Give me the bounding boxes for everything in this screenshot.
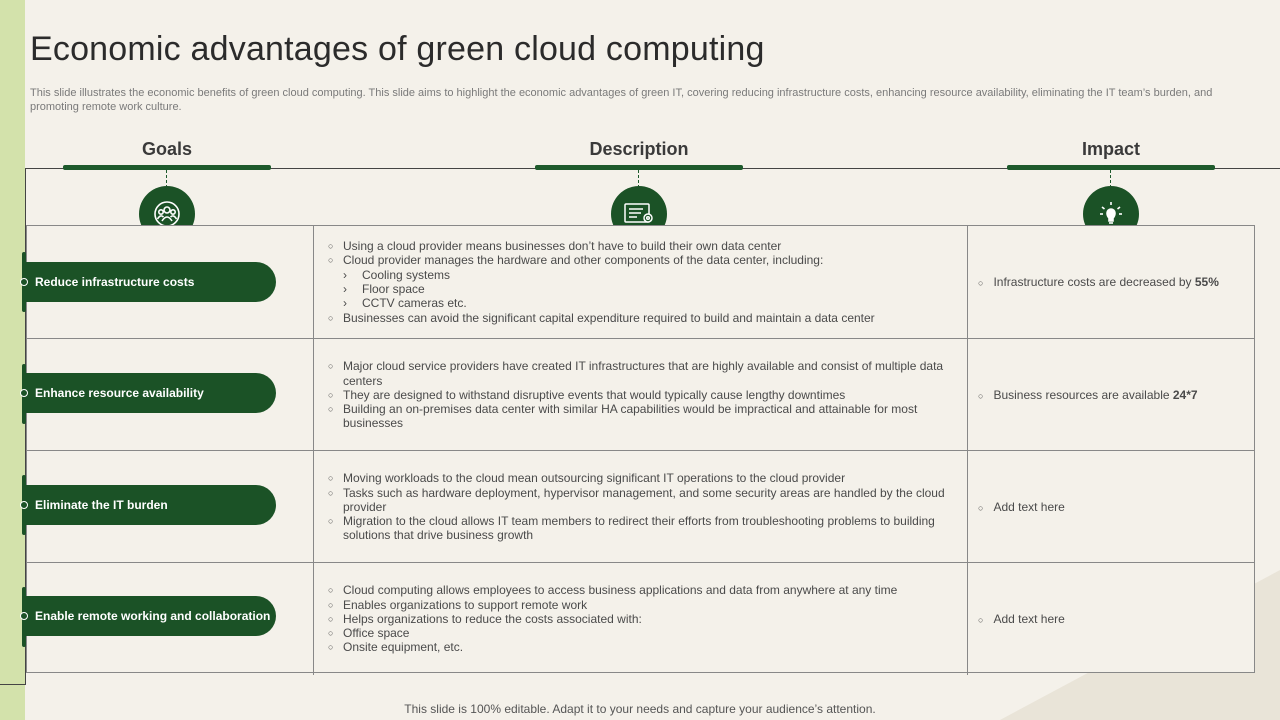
impact-cell: [968, 339, 1254, 451]
goal-pill-remote-work: Enable remote working and collaboration: [24, 596, 276, 636]
description-header-bar: [535, 165, 743, 170]
impact-text: [968, 612, 1065, 626]
list-item: ○ Moving workloads to the cloud mean outsourcing significant IT operations to the cloud provider: [328, 471, 947, 485]
description-list: [314, 583, 917, 654]
list-item: ○ Helps organizations to reduce the costs associated with:: [328, 612, 897, 626]
list-item: ○ Enables organizations to support remote work: [328, 598, 897, 612]
impact-cell: [968, 451, 1254, 563]
list-item: ○ Tasks such as hardware deployment, hypervisor management, and some security areas are handled by the cloud provider: [328, 486, 947, 515]
list-item: ○ Migration to the cloud allows IT team members to redirect their efforts from troubleshooting problems to building solutions that drive business growth: [328, 514, 947, 543]
list-item: ○ Building an on-premises data center with similar HA capabilities would be impractical and attainable for most businesses: [328, 402, 947, 431]
impact-label: Add text here: [993, 612, 1065, 626]
bottom-frame-tick: [0, 684, 26, 685]
goal-pill-it-burden: Eliminate the IT burden: [24, 485, 276, 525]
document-gear-icon: [623, 201, 655, 227]
impact-text: [968, 500, 1065, 514]
list-item: ○ Cloud provider manages the hardware and other components of the data center, including:: [328, 253, 875, 267]
footer-note: This slide is 100% editable. Adapt it to your needs and capture your audience’s attention.: [404, 702, 876, 716]
impact-header-bar: [1007, 165, 1215, 170]
impact-cell: [968, 226, 1254, 338]
goal-pill-resource-availability: Enhance resource availability: [24, 373, 276, 413]
description-cell: [313, 563, 968, 675]
impact-text: [968, 275, 1219, 289]
description-list: [314, 239, 895, 325]
impact-text: [968, 388, 1198, 402]
impact-header: Impact: [1081, 139, 1141, 159]
list-item: ○ Major cloud service providers have created IT infrastructures that are highly available and consist of multiple data centers: [328, 359, 947, 388]
list-item: ○ Using a cloud provider means businesses don’t have to build their own data center: [328, 239, 875, 253]
list-item: ○ Onsite equipment, etc.: [328, 640, 897, 654]
list-item: ○ Office space: [328, 626, 897, 640]
description-cell: [313, 226, 968, 338]
description-list: [314, 471, 967, 542]
description-cell: [313, 451, 968, 563]
goal-pill-reduce-costs: Reduce infrastructure costs: [24, 262, 276, 302]
goals-header: Goals: [141, 139, 193, 159]
list-item: › CCTV cameras etc.: [328, 296, 875, 310]
slide-subtitle: This slide illustrates the economic benefits of green cloud computing. This slide aims to highlight the economic advantages of green IT, covering reducing infrastructure costs, enhancing resource availability, eliminating the IT team’s burden, and promoting remote work culture.: [30, 87, 1213, 113]
impact-value: 55%: [1194, 275, 1219, 289]
list-item: ○ Cloud computing allows employees to access business applications and data from anywhere at any time: [328, 583, 897, 597]
list-item: › Cooling systems: [328, 268, 875, 282]
impact-cell: [968, 563, 1254, 675]
goal-pill-dot: [20, 612, 28, 620]
slide-title: Economic advantages of green cloud computing: [30, 30, 765, 68]
list-item: ○ Businesses can avoid the significant capital expenditure required to build and maintain a data center: [328, 311, 875, 325]
description-list: [314, 359, 967, 430]
goal-pill-dot: [20, 389, 28, 397]
description-header: Description: [589, 139, 689, 159]
impact-label: Infrastructure costs are decreased by: [993, 275, 1195, 289]
impact-value: 24*7: [1172, 388, 1198, 402]
goal-pill-dot: [20, 501, 28, 509]
impact-label: Add text here: [993, 500, 1065, 514]
description-cell: [313, 339, 968, 451]
list-item: › Floor space: [328, 282, 875, 296]
list-item: ○ They are designed to withstand disruptive events that would typically cause lengthy downtimes: [328, 388, 947, 402]
goal-pill-dot: [20, 278, 28, 286]
impact-label: Business resources are available: [993, 388, 1173, 402]
goals-header-bar: [63, 165, 271, 170]
